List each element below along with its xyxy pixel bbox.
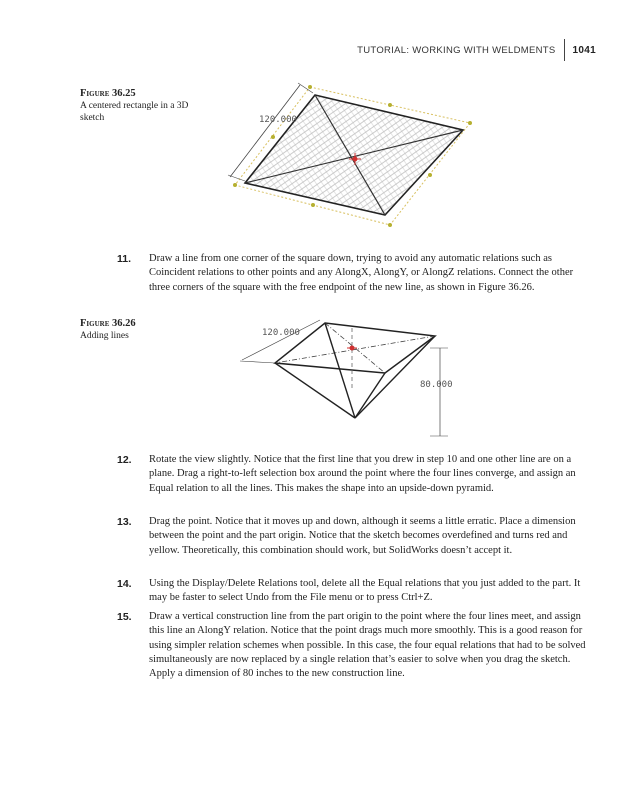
- figure-36-26-caption: [80, 318, 190, 342]
- step-13: [117, 515, 587, 558]
- figure-36-25-image: [225, 75, 485, 245]
- step-11: [117, 252, 587, 295]
- figure-36-26-image: [230, 318, 470, 448]
- step-text: Rotate the view slightly. Notice that the first line that you drew in step 10 and one other line are on a plane. Drag a right-to-left selection box around the point where the four lines converge, and assign an Equal relation to all the lines. This makes the shape into an upside-down pyramid.: [149, 454, 576, 494]
- dimension-height-label: 80.000: [420, 380, 453, 390]
- step-number: 15.: [117, 611, 132, 623]
- figure-36-25-caption: [80, 88, 190, 124]
- step-15: [117, 610, 587, 681]
- step-text: Draw a line from one corner of the square down, trying to avoid any automatic relations such as Coincident relations to other points and any AlongX, AlongY, or AlongZ relations. Connect the other three corners of the square with the free endpoint of the new line, as shown in Figure 36.26.: [149, 253, 574, 293]
- page-number: 1041: [572, 44, 596, 56]
- step-text: Using the Display/Delete Relations tool, delete all the Equal relations that you just added to the part. It may be faster to select Undo from the File menu or to press Ctrl+Z.: [149, 578, 581, 604]
- figure-label: Figure 36.25: [80, 88, 136, 99]
- step-text: Drag the point. Notice that it moves up and down, although it seems a little erratic. Place a dimension between the point and the part origin. Notice that the sketch becomes overdefined and turns red and yellow. Theoretically, this combination should work, but SolidWorks doesn’t accept it.: [149, 516, 576, 556]
- figure-caption-text: A centered rectangle in a 3D sketch: [80, 101, 189, 123]
- figure-caption-text: Adding lines: [80, 331, 129, 341]
- step-number: 13.: [117, 516, 132, 528]
- step-number: 12.: [117, 454, 132, 466]
- step-text: Draw a vertical construction line from the part origin to the point where the four lines meet, and assign this line an AlongY relation. Notice that the point drags much more smoothly. This is a good reason for using simpler relation schemes when possible. In this case, the four equal relations that had to be solved simultaneously are now replaced by a single relation that’s easier to solve when you drag the sketch. Apply a dimension of 80 inches to the new construction line.: [149, 611, 586, 680]
- step-14: [117, 577, 587, 606]
- figure-label: Figure 36.26: [80, 318, 136, 329]
- dimension-width-label: 120.000: [262, 328, 300, 338]
- step-12: [117, 453, 587, 496]
- running-title: TUTORIAL: WORKING WITH WELDMENTS: [357, 44, 556, 56]
- running-head: [357, 38, 596, 62]
- step-number: 14.: [117, 578, 132, 590]
- dimension-label: 120.000: [259, 115, 297, 125]
- step-number: 11.: [117, 253, 132, 265]
